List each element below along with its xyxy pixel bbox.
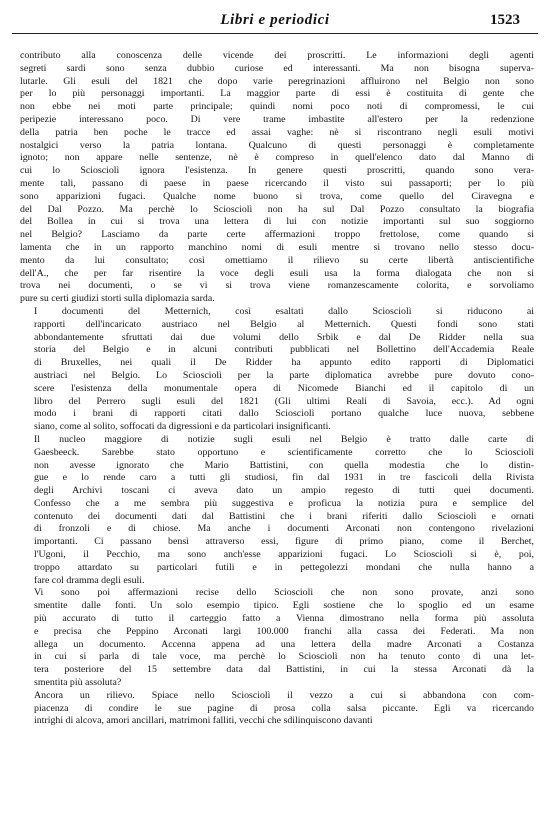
paragraph [20, 690, 534, 728]
running-title: Libri e periodici [220, 12, 330, 28]
text-line: tera posteriore del 15 settembre data dal Battistini, in cui la stessa Arconati dà la [34, 664, 534, 676]
text-line: troppo attardato su particolari futili e in pettegolezzi mondani che nulla hanno a [34, 561, 534, 573]
text-line: sono apparizioni fugaci. Qualche nome buono si trova, come quello del Ciravegna e [20, 190, 534, 202]
text-line: libro del Perrero sugli esuli del 1821 (Gli ultimi Reali di Savoia, ecc.). Ad ogni [34, 395, 534, 407]
text-line: cui lo Sciosciolì ignora l'esistenza. In genere questi proscritti, quando sono vera- [20, 165, 534, 177]
text-line: storia del Belgio e in alcuni contributi pubblicati nel Bollettino dell'Accademia Reale [34, 344, 534, 356]
text-line: contenuto dei documenti dati dal Battistini che i brani riferiti dallo Sciosciolì e ornati [34, 510, 534, 522]
text-line: della patria ben poche le tracce ed assai vaghe: nè si riscontrano negli esuli motivi [20, 126, 534, 138]
text-line: dell'A., che per far risentire la voce degli esuli usa la forma dialogata che non si [20, 267, 534, 279]
text-line: del Dal Pozzo. Ma perchè lo Sciosciolì non ha sul Dal Pozzo consultato la biografia [20, 203, 534, 215]
paragraph [20, 587, 534, 689]
text-line: fare col dramma degli esuli. [34, 574, 145, 586]
text-line: siano, come al solito, soffocati da digressioni e da particolari insignificanti. [34, 421, 331, 433]
text-line: Vi sono poi affermazioni recise dello Sciosciolì che non sono provate, anzi sono [34, 587, 534, 599]
text-line: non ebbe nei moti parte principale; quindi nomi poco noti di compromessi, le cui [20, 101, 534, 113]
text-line: di Bruxelles, nei quali il De Ridder ha appunto edito rapporti di Diplomatici [34, 357, 534, 369]
text-line: pure su certi giudizi storti sulla diplomazia sarda. [20, 293, 215, 305]
text-line: Ancora un rilievo. Spiace nello Sciosciolì il vezzo a cui si abbandona con com- [34, 689, 534, 701]
text-line: intrighi di alcova, amori ancillari, matrimoni falliti, vecchi che sdilinquiscono davanti [34, 715, 373, 727]
text-line: peripezie interessano poco. Di vere trame imbastite all'estero per la redenzione [20, 113, 534, 125]
text-line: allega un documento. Accenna appena ad una lettera della madre Arconati a Costanza [34, 638, 534, 650]
text-line: importanti. Ci passano bensì attraverso essi, figure di primo piano, come il Berchet, [34, 536, 534, 548]
text-line: degli Archivi toscani ci aveva dato un ampio regesto di tutti quei documenti. [34, 485, 534, 497]
text-line: lamenta che in un rapporto manchino nomi di esuli mentre si trovano nello stesso docu- [20, 241, 534, 253]
text-line: l'Ugoni, il Pecchio, ma sono anch'esse apparizioni fugaci. Lo Sciosciolì si è, poi, [34, 549, 534, 561]
text-line: abbondantemente sfruttati dai due volumi dello Srbik e dal De Ridder nella sua [34, 331, 534, 343]
text-line: del Bollea in cui si trova una lettera di lui con notizie importanti sul suo soggiorno [20, 216, 534, 228]
text-line: I documenti del Metternich, così esaltati dallo Sciosciolì si riducono ai [34, 305, 534, 317]
text-line: rapporti dell'incaricato austriaco nel Belgio al Metternich. Questi fondi sono stati [34, 318, 534, 330]
text-line: mente tali, passano di paese in paese ricercando il visto sui passaporti; per lo più [20, 177, 534, 189]
text-line: in cui si parla di tale voce, ma perchè lo Sciosciolì non ha tenuto conto di una let- [34, 651, 534, 663]
body-text [20, 50, 534, 728]
text-line: nostalgici verso la patria lontana. Qualcuno di questi personaggi è completamente [20, 139, 534, 151]
text-line: più accurato di tutto il carteggio fatto a Vienna dimostrano nella forma più assoluta [34, 613, 534, 625]
page-number: 1523 [490, 12, 520, 28]
paragraph [20, 434, 534, 588]
text-line: lutarle. Gli esuli del 1821 che dopo varie peregrinazioni affluirono nel Belgio non sono [20, 75, 534, 87]
text-line: contributo alla conoscenza delle vicende dei proscritti. Le informazioni degli agenti [20, 50, 534, 61]
text-line: Il nucleo maggiore di notizie sugli esuli nel Belgio è tratto dalle carte di [34, 433, 534, 445]
text-line: gue e lo rende caro a tutti gli studiosi, fin dal 1931 in tre fascicoli della Rivista [34, 472, 534, 484]
paragraph [20, 50, 534, 306]
text-line: mento da lui consultato; così omettiamo il rilievo su certe libertà antiscientifiche [20, 254, 534, 266]
text-line: per lo più personaggi importanti. La maggior parte di essi è costituita di gente che [20, 88, 534, 100]
running-head [0, 0, 550, 38]
text-line: ignoto; non appare nelle sentenze, nè è compreso in quell'elenco dato dal Manno di [20, 152, 534, 164]
text-line: segreti sardi sono senza dubbio curiose ed interessanti. Ma non bisogna superva- [20, 62, 534, 74]
text-line: non avesse ignorato che Mario Battistini, con quella modestia che lo distin- [34, 459, 534, 471]
text-line: Gaesbeeck. Sarebbe stato opportuno e scientificamente corretto che lo Sciosciolì [34, 446, 534, 458]
text-line: nel Belgio? Lasciamo da parte certe affermazioni troppo frettolose, come quando si [20, 229, 534, 241]
text-line: scere l'esistenza della monumentale opera di Nicomede Bianchi ed il capitolo di un [34, 382, 534, 394]
text-line: smentita più assoluta? [34, 677, 122, 689]
text-line: piacenza di condire le sue pagine di prosa colla salsa piccante. Egli va ricercando [34, 702, 534, 714]
text-line: trova nei documenti, o se vi si trova viene romanzescamente colorita, e sorvoliamo [20, 280, 534, 292]
text-line: austriaci nel Belgio. Lo Sciosciolì per la parte diplomatica avrebbe pure dovuto cono- [34, 369, 534, 381]
text-line: e precisa che Peppino Arconati largì 100.000 franchi alla cassa dei Federati. Ma non [34, 625, 534, 637]
paragraph [20, 306, 534, 434]
text-line: Confesso che a me sembra più suggestiva e proficua la notizia pura e semplice del [34, 497, 534, 509]
header-rule [12, 33, 538, 34]
text-line: di fronzoli e di chiose. Ma anche i documenti Arconati non contengono rivelazioni [34, 523, 534, 535]
text-line: modo i brani di rapporti citati dallo Sciosciolì portano qualche luce nuova, sebbene [34, 408, 534, 420]
text-line: smentite dalle fonti. Un solo esempio tipico. Egli sostiene che lo spoglio ed un esame [34, 600, 534, 612]
